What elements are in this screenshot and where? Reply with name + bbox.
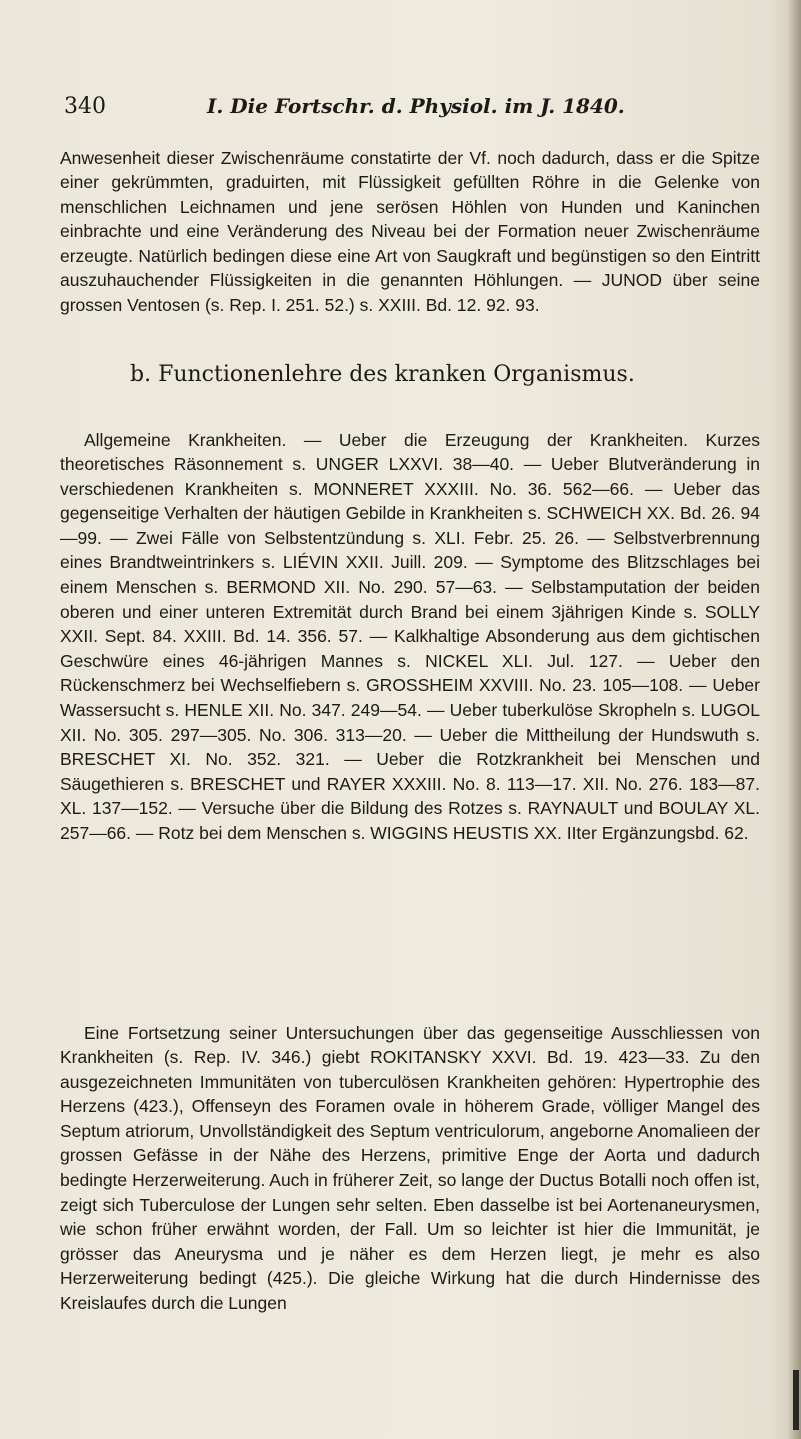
binding-mark — [793, 1370, 799, 1430]
page-number: 340 — [64, 94, 106, 119]
paragraph-1: Anwesenheit dieser Zwischenräume constatirte der Vf. noch dadurch, dass er die Spitze einer gekrümmten, graduirten, mit Flüssigkeit gefüllten Röhre in die Gelenke von menschlichen Leichnamen und jene serösen Höhlen von Hunden und Kaninchen einbrachte und eine Veränderung des Niveau bei der Formation neuer Zwischenräume erzeugte. Natürlich bedingen diese eine Art von Saugkraft und begünstigen so den Eintritt auszuhauchender Flüssigkeiten in die genannten Höhlungen. — JUNOD über seine grossen Ventosen (s. Rep. I. 251. 52.) s. XXIII. Bd. 12. 92. 93. — [60, 147, 760, 316]
paragraph-3: Eine Fortsetzung seiner Untersuchungen über das gegenseitige Ausschliessen von Krankheiten (s. Rep. IV. 346.) giebt ROKITANSKY XXVI. Bd. 19. 423—33. Zu den ausgezeichneten Immunitäten von tuberculösen Krankheiten gehören: Hypertrophie des Herzens (423.), Offenseyn des Foramen ovale in höherem Grade, völliger Mangel des Septum atriorum, Unvollständigkeit des Septum ventriculorum, angeborne Anomalieen der grossen Gefässe in der Nähe des Herzens, primitive Enge der Aorta und dadurch bedingte Herzerweiterung. Auch in früherer Zeit, so lange der Ductus Botalli noch offen ist, zeigt sich Tuberculose der Lungen sehr selten. Eben dasselbe ist bei Aortenaneurysmen, wie schon früher erwähnt worden, der Fall. Um so leichter ist hier die Immunität, je grösser das Aneurysma und je näher es dem Herzen liegt, je mehr es also Herzerweiterung bedingt (425.). Die gleiche Wirkung hat die durch Hindernisse des Kreislaufes durch die Lungen — [60, 1022, 760, 1314]
paragraph-2: Allgemeine Krankheiten. — Ueber die Erzeugung der Krankheiten. Kurzes theoretisches Räsonnement s. UNGER LXXVI. 38—40. — Ueber Blutveränderung in verschiedenen Krankheiten s. MONNERET XXXIII. No. 36. 562—66. — Ueber das gegenseitige Verhalten der häutigen Gebilde in Krankheiten s. SCHWEICH XX. Bd. 26. 94—99. — Zwei Fälle von Selbstentzündung s. XLI. Febr. 25. 26. — Selbstverbrennung eines Brandtweintrinkers s. LIÉVIN XXII. Juill. 209. — Symptome des Blitzschlages bei einem Menschen s. BERMOND XII. No. 290. 57—63. — Selbstamputation der beiden oberen und einer unteren Extremität durch Brand bei einem 3jährigen Kinde s. SOLLY XXII. Sept. 84. XXIII. Bd. 14. 356. 57. — Kalkhaltige Absonderung aus dem gichtischen Geschwüre eines 46-jährigen Mannes s. NICKEL XLI. Jul. 127. — Ueber den Rückenschmerz bei Wechselfiebern s. GROSSHEIM XXVIII. No. 23. 105—108. — Ueber Wassersucht s. HENLE XII. No. 347. 249—54. — Ueber tuberkulöse Skropheln s. LUGOL XII. No. 305. 297—305. No. 306. 313—20. — Ueber die Mittheilung der Hundswuth s. BRESCHET XI. No. 352. 321. — Ueber die Rotzkrankheit bei Menschen und Säugethieren s. BRESCHET und RAYER XXXIII. No. 8. 113—17. XII. No. 276. 183—87. XL. 137—152. — Versuche über die Bildung des Rotzes s. RAYNAULT und BOULAY XL. 257—66. — Rotz bei dem Menschen s. WIGGINS HEUSTIS XX. IIter Ergänzungsbd. 62. — [60, 429, 760, 843]
page-edge — [787, 0, 801, 1439]
running-header — [64, 94, 684, 124]
running-title: I. Die Fortschr. d. Physiol. im J. 1840. — [207, 94, 625, 118]
section-heading: b. Functionenlehre des kranken Organismus. — [130, 362, 635, 387]
